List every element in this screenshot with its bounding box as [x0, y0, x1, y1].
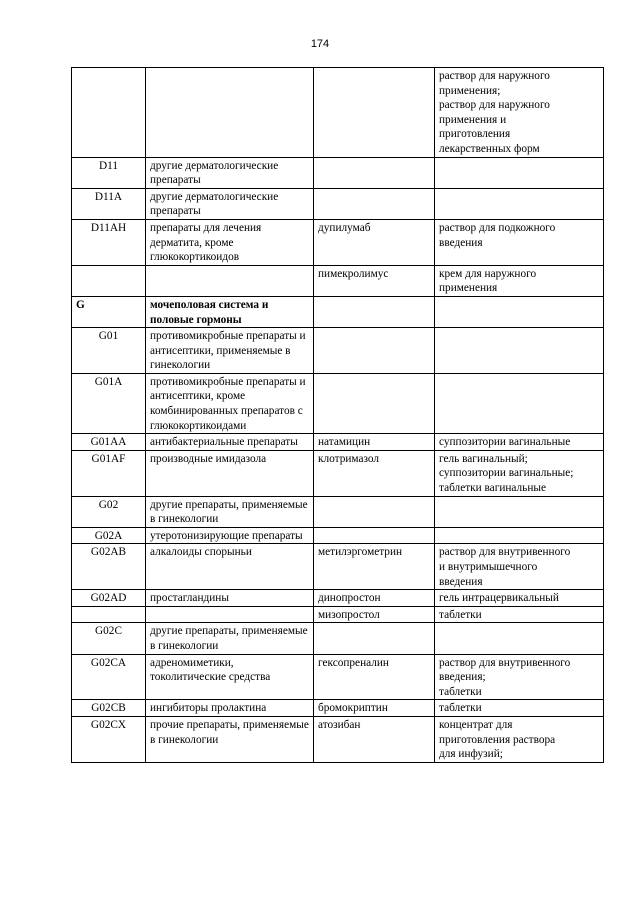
- table-row: [72, 700, 604, 717]
- dosage-form-line: приготовления раствора: [439, 733, 556, 746]
- dosage-form-line: суппозитории вагинальные;: [439, 467, 574, 480]
- atc-code-cell: G02A: [72, 527, 146, 544]
- dosage-form-line: раствор для наружного: [439, 99, 550, 112]
- table-row: [72, 265, 604, 296]
- atc-code-cell: [72, 606, 146, 623]
- dosage-form-cell: [435, 450, 604, 496]
- drug-name-cell: пимекролимус: [314, 265, 435, 296]
- page-number: 174: [310, 38, 330, 50]
- dosage-form-line: концентрат для: [439, 718, 513, 731]
- dosage-form-line: введения: [439, 236, 483, 249]
- drug-name-cell: гексопреналин: [314, 654, 435, 700]
- dosage-form-line: крем для наружного: [439, 267, 537, 280]
- dosage-form-line: раствор для наружного: [439, 70, 550, 82]
- atc-code-cell: G01: [72, 328, 146, 374]
- dosage-form-line: для инфузий;: [439, 748, 503, 761]
- anatomical-group-cell: противомикробные препараты и антисептики, кроме комбинированных препаратов с глюкокортикоидами: [146, 373, 314, 433]
- table-row: [72, 716, 604, 762]
- dosage-form-cell: [435, 654, 604, 700]
- table-row: [72, 606, 604, 623]
- drug-name-cell: натамицин: [314, 434, 435, 451]
- table-row: [72, 654, 604, 700]
- anatomical-group-cell: простагландины: [146, 590, 314, 607]
- atc-code-cell: D11: [72, 157, 146, 188]
- table-row: [72, 544, 604, 590]
- table-row: [72, 527, 604, 544]
- drug-name-cell: [314, 373, 435, 433]
- anatomical-group-cell: другие дерматологические препараты: [146, 157, 314, 188]
- drug-name-cell: мизопростол: [314, 606, 435, 623]
- drug-name-cell: атозибан: [314, 716, 435, 762]
- anatomical-group-cell: алкалоиды спорыньи: [146, 544, 314, 590]
- dosage-form-line: таблетки вагинальные: [439, 482, 546, 495]
- dosage-form-cell: [435, 68, 604, 158]
- atc-code-cell: [72, 265, 146, 296]
- table-row: [72, 590, 604, 607]
- dosage-form-cell: [435, 716, 604, 762]
- dosage-form-line: таблетки: [439, 608, 482, 621]
- atc-code-cell: G02AD: [72, 590, 146, 607]
- dosage-form-cell: [435, 700, 604, 717]
- atc-code-cell: G02AB: [72, 544, 146, 590]
- drug-name-cell: [314, 496, 435, 527]
- dosage-form-cell: [435, 590, 604, 607]
- dosage-form-line: гель вагинальный;: [439, 452, 528, 465]
- dosage-form-cell: [435, 373, 604, 433]
- anatomical-group-cell: прочие препараты, применяемые в гинекологии: [146, 716, 314, 762]
- atc-code-cell: G01AF: [72, 450, 146, 496]
- dosage-form-line: таблетки: [439, 702, 482, 715]
- drug-name-cell: клотримазол: [314, 450, 435, 496]
- anatomical-group-cell: мочеполовая система и половые гормоны: [146, 296, 314, 327]
- dosage-form-cell: [435, 265, 604, 296]
- dosage-form-line: раствор для подкожного: [439, 221, 556, 234]
- dosage-form-cell: [435, 296, 604, 327]
- table-row: [72, 157, 604, 188]
- drug-name-cell: [314, 623, 435, 654]
- dosage-form-cell: [435, 328, 604, 374]
- anatomical-group-cell: противомикробные препараты и антисептики, применяемые в гинекологии: [146, 328, 314, 374]
- table-row: [72, 496, 604, 527]
- drug-name-cell: бромокриптин: [314, 700, 435, 717]
- drug-name-cell: [314, 328, 435, 374]
- atc-code-cell: G01AA: [72, 434, 146, 451]
- drug-name-cell: динопростон: [314, 590, 435, 607]
- drug-name-cell: [314, 157, 435, 188]
- dosage-form-cell: [435, 188, 604, 219]
- dosage-form-line: введения: [439, 575, 483, 588]
- table-row: [72, 219, 604, 265]
- dosage-form-line: приготовления: [439, 128, 511, 141]
- dosage-form-cell: [435, 219, 604, 265]
- drug-name-cell: [314, 188, 435, 219]
- table-body: [72, 68, 604, 763]
- table-row: [72, 373, 604, 433]
- dosage-form-line: таблетки: [439, 685, 482, 698]
- dosage-form-line: применения и: [439, 113, 507, 126]
- dosage-form-cell: [435, 544, 604, 590]
- dosage-form-line: раствор для внутривенного: [439, 656, 571, 669]
- atc-code-cell: G02C: [72, 623, 146, 654]
- drug-name-cell: [314, 68, 435, 158]
- table-row: [72, 188, 604, 219]
- drug-name-cell: [314, 527, 435, 544]
- anatomical-group-cell: ингибиторы пролактина: [146, 700, 314, 717]
- table-row: [72, 296, 604, 327]
- table-row: [72, 328, 604, 374]
- anatomical-group-cell: препараты для лечения дерматита, кроме глюкокортикоидов: [146, 219, 314, 265]
- anatomical-group-cell: утеротонизирующие препараты: [146, 527, 314, 544]
- drug-classification-table: [71, 67, 604, 763]
- anatomical-group-cell: другие дерматологические препараты: [146, 188, 314, 219]
- atc-code-cell: G02CA: [72, 654, 146, 700]
- atc-code-cell: G01A: [72, 373, 146, 433]
- anatomical-group-cell: другие препараты, применяемые в гинекологии: [146, 623, 314, 654]
- dosage-form-line: и внутримышечного: [439, 561, 538, 573]
- table-row: [72, 623, 604, 654]
- dosage-form-cell: [435, 623, 604, 654]
- drug-name-cell: дупилумаб: [314, 219, 435, 265]
- atc-code-cell: D11A: [72, 188, 146, 219]
- anatomical-group-cell: производные имидазола: [146, 450, 314, 496]
- atc-code-cell: D11AH: [72, 219, 146, 265]
- dosage-form-cell: [435, 434, 604, 451]
- dosage-form-line: применения: [439, 282, 498, 295]
- anatomical-group-cell: [146, 68, 314, 158]
- dosage-form-line: введения;: [439, 671, 486, 684]
- atc-code-cell: G: [72, 296, 146, 327]
- dosage-form-line: гель интрацервикальный: [439, 592, 559, 605]
- atc-code-cell: G02CB: [72, 700, 146, 717]
- dosage-form-line: применения;: [439, 84, 501, 97]
- atc-code-cell: G02CX: [72, 716, 146, 762]
- drug-name-cell: метилэргометрин: [314, 544, 435, 590]
- dosage-form-line: суппозитории вагинальные: [439, 436, 571, 449]
- atc-code-cell: [72, 68, 146, 158]
- anatomical-group-cell: [146, 265, 314, 296]
- anatomical-group-cell: антибактериальные препараты: [146, 434, 314, 451]
- table-row: [72, 68, 604, 158]
- anatomical-group-cell: [146, 606, 314, 623]
- table-row: [72, 450, 604, 496]
- dosage-form-line: раствор для внутривенного: [439, 546, 571, 559]
- dosage-form-cell: [435, 606, 604, 623]
- anatomical-group-cell: другие препараты, применяемые в гинекологии: [146, 496, 314, 527]
- drug-name-cell: [314, 296, 435, 327]
- table-row: [72, 434, 604, 451]
- dosage-form-cell: [435, 496, 604, 527]
- dosage-form-cell: [435, 157, 604, 188]
- dosage-form-cell: [435, 527, 604, 544]
- atc-code-cell: G02: [72, 496, 146, 527]
- dosage-form-line: лекарственных форм: [439, 142, 540, 155]
- anatomical-group-cell: адреномиметики, токолитические средства: [146, 654, 314, 700]
